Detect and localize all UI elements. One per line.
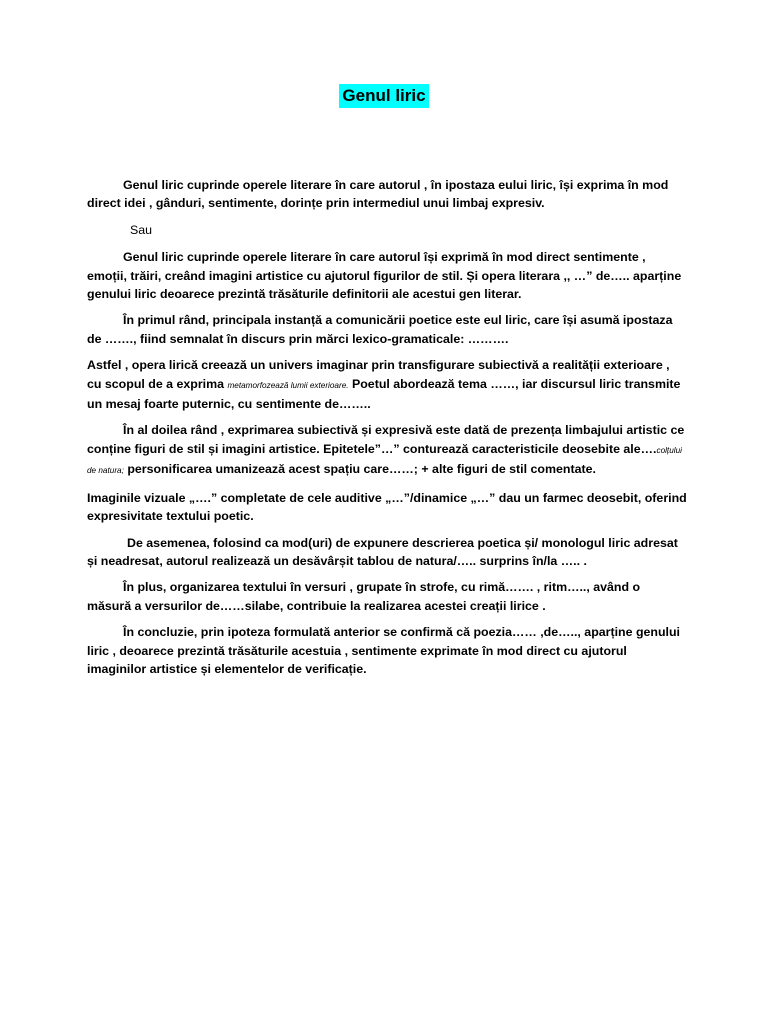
small-note: colțului de natura; [87, 445, 682, 476]
paragraph-images: Imaginile vizuale „….” completate de cele auditive „…”/dinamice „…” dau un farmec deosebit, oferind expresivitate textului poetic. [87, 490, 687, 524]
small-note: metamorfozează lumii exterioare. [227, 380, 349, 390]
paragraph-imaginary-universe [87, 356, 687, 413]
paragraph-definition-2: Genul liric cuprinde operele literare în care autorul își exprimă în mod direct sentimente , emoții, trăiri, creând imagini artistice cu ajutorul figurilor de stil. Și opera literara ,, …” de….. aparține genului liric deoarece prezintă trăsăturile definitorii ale acestui gen literar. [87, 250, 682, 302]
paragraph-text: În al doilea rând , exprimarea subiectivă și expresivă este dată de prezența limbajului artistic ce conține figuri de stil și imagini artistice. Epitetele”…” conturează caracteristicile deosebite ale…. [87, 423, 685, 456]
paragraph-lyrical-self: În primul rând, principala instanță a comunicării poetice este eul liric, care își asumă ipostaza de ……., fiind semnalat în discurs prin mărci lexico-gramaticale: ………. [87, 313, 673, 346]
paragraph-expression-mode: De asemenea, folosind ca mod(uri) de expunere descrierea poetica și/ monologul liric adresat și neadresat, autorul realizează un desăvârșit tablou de natura/….. surprins în/la ….. . [87, 535, 678, 568]
paragraph-text: personificarea umanizează acest spațiu care……; + alte figuri de stil comentate. [123, 462, 596, 477]
paragraph-definition-1: Genul liric cuprinde operele literare în care autorul , în ipostaza eului liric, își exprima în mod direct idei , gânduri, sentimente, dorințe prin intermediul unui limbaj expresiv. [87, 178, 669, 211]
paragraph-text: Poetul abordează tema ……, iar discursul liric transmite un mesaj foarte puternic, cu sentimente de…….. [87, 376, 681, 412]
document-body [87, 176, 687, 686]
page-title: Genul liric [339, 84, 428, 108]
paragraph-artistic-language [87, 421, 687, 480]
paragraph-text: Astfel , opera lirică creează un univers imaginar prin transfigurare subiectivă a realității exterioare , cu scopul de a exprima [87, 358, 670, 391]
title-container [0, 84, 768, 108]
paragraph-or: Sau [130, 222, 153, 237]
paragraph-prosody: În plus, organizarea textului în versuri , grupate în strofe, cu rimă……. , ritm….., având o măsură a versurilor de……silabe, contribuie la realizarea acestei creații lirice . [87, 580, 641, 613]
paragraph-conclusion: În concluzie, prin ipoteza formulată anterior se confirmă că poezia…… ,de….., aparține genului liric , deoarece prezintă trăsăturile acestuia , sentimente exprimate în mod direct cu ajutorul imaginilor artistice și elementelor de verificație. [87, 625, 680, 676]
